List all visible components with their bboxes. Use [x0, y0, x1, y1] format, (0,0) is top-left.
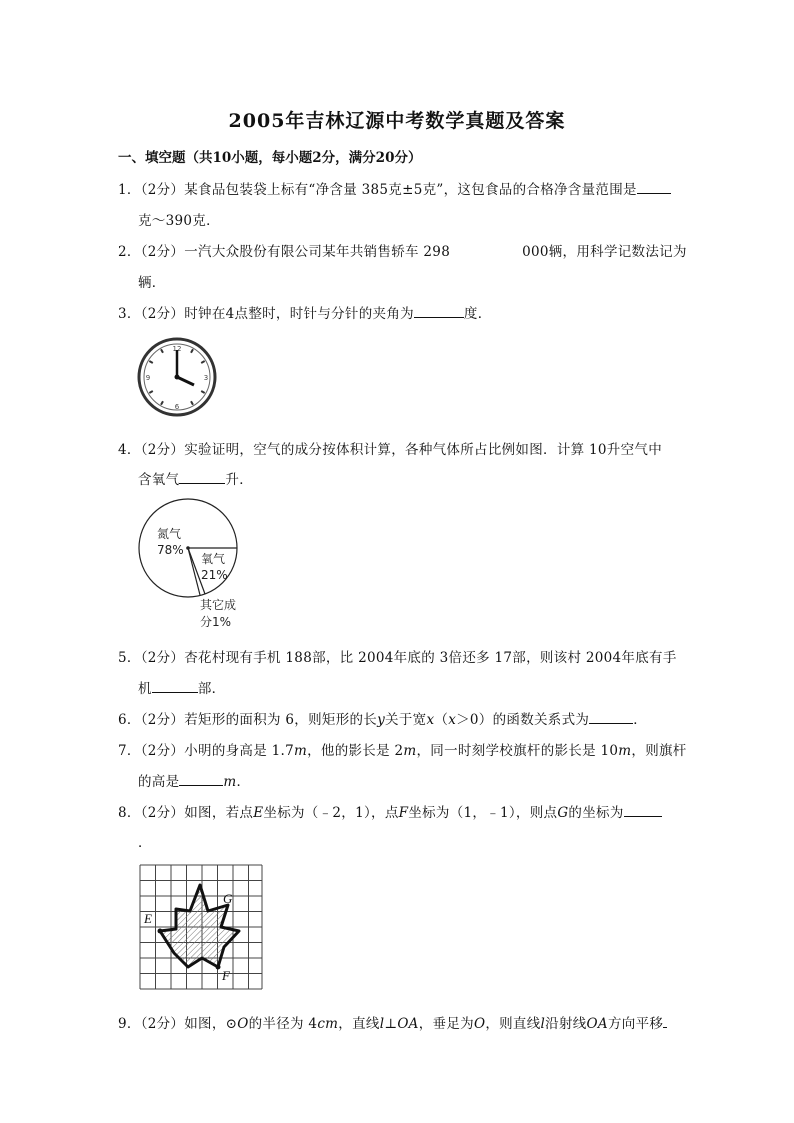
- question-7-text-2: ，他的影长是 2: [307, 743, 404, 759]
- pie-center: [186, 546, 190, 550]
- question-9-text-8: 方向平移: [607, 1016, 664, 1032]
- question-7-text-4: ，则旗杆: [631, 743, 687, 759]
- unit-m: m: [294, 743, 308, 759]
- clock-numeral-3: 3: [203, 374, 209, 382]
- label-e: E: [144, 911, 152, 926]
- question-5-text: 机: [138, 681, 152, 697]
- ray-oa: OA: [397, 1016, 419, 1032]
- question-5-text-end: 部．: [197, 681, 226, 697]
- question-9-text-5: ，垂足为: [418, 1016, 474, 1032]
- question-9-text-3: ，直线: [338, 1016, 380, 1032]
- variable-y: y: [377, 712, 386, 728]
- answer-blank: [414, 303, 464, 318]
- pie-label-oxygen: 氧气: [201, 552, 226, 566]
- line-l: l: [379, 1016, 385, 1032]
- variable-x: x: [448, 712, 457, 728]
- question-4-line-1: 4．（2分）实验证明，空气的成分按体积计算，各种气体所占比例如图．计算 10升空气中: [118, 442, 662, 458]
- question-9-line-1: [118, 1012, 667, 1032]
- point-e-marker: [158, 929, 163, 934]
- unit-m: m: [223, 774, 237, 790]
- point-o: O: [473, 1016, 486, 1032]
- question-2-line-2: 辆．: [138, 275, 166, 291]
- air-composition-pie: [138, 498, 268, 633]
- question-8-text-3: 坐标为（1，﹣1），则点: [408, 805, 558, 821]
- question-4-text: 含氧气: [138, 472, 180, 488]
- label-g: G: [223, 891, 233, 906]
- question-2-line-1: [118, 240, 687, 260]
- pie-value-nitrogen: 78%: [157, 543, 184, 557]
- pie-value-oxygen: 21%: [201, 568, 228, 582]
- question-6-text-end: ．: [633, 712, 648, 728]
- label-f: F: [222, 968, 230, 983]
- question-7-text-5: 的高是: [138, 774, 180, 790]
- point-o: O: [237, 1016, 249, 1032]
- answer-blank: [152, 678, 198, 693]
- question-7-text-3: ，同一时刻学校旗杆的影长是 10: [416, 743, 619, 759]
- answer-blank: [179, 771, 223, 786]
- point-e: E: [253, 805, 264, 821]
- point-f-marker: [216, 965, 221, 970]
- question-9-text-4: ⊥: [384, 1016, 398, 1032]
- question-9-text: 9．（2分）如图，⊙: [118, 1016, 238, 1032]
- question-8-line-2: ．: [138, 835, 152, 851]
- clock-center: [175, 375, 180, 380]
- question-3-text: 3．（2分）时钟在4点整时，时针与分针的夹角为: [118, 306, 414, 322]
- question-4-text-end: 升．: [225, 472, 254, 488]
- question-7-text-end: ．: [236, 774, 251, 790]
- answer-blank: [589, 709, 633, 724]
- unit-cm: cm: [317, 1016, 339, 1032]
- question-6-text-2: 关于宽: [385, 712, 427, 728]
- clock-figure: [138, 332, 220, 422]
- question-8-text-4: 的坐标为: [568, 805, 624, 821]
- question-9-text-6: ，则直线: [485, 1016, 541, 1032]
- point-f: F: [398, 805, 409, 821]
- question-6-line: [118, 708, 647, 728]
- pie-value-other: 分1%: [200, 615, 232, 629]
- leaf-grid-figure: [138, 863, 264, 991]
- question-6-text-3: （: [434, 712, 449, 728]
- question-8-text: 8．（2分）如图，若点: [118, 805, 254, 821]
- question-5-line-2: [138, 677, 225, 697]
- question-8-line-1: [118, 801, 662, 821]
- clock-hour-hand: [177, 377, 194, 385]
- unit-m: m: [618, 743, 632, 759]
- question-9-text-2: 的半径为 4: [248, 1016, 318, 1032]
- question-5-line-1: 5．（2分）杏花村现有手机 188部，比 2004年底的 3倍还多 17部，则该村 2004年底有手: [118, 650, 677, 666]
- question-1-line-2: 克～390克．: [138, 213, 220, 229]
- question-2-text-2: 000辆，用科学记数法记为: [522, 244, 687, 260]
- answer-blank: [179, 469, 225, 484]
- clock-numeral-9: 9: [145, 374, 151, 382]
- section-heading: 一、填空题（共10小题，每小题2分，满分20分）: [118, 150, 422, 166]
- question-1-line-1: [118, 178, 671, 198]
- clock-numeral-6: 6: [174, 403, 180, 411]
- answer-blank: [624, 802, 662, 817]
- question-7-text: 7．（2分）小明的身高是 1.7: [118, 743, 294, 759]
- answer-blank: [637, 179, 671, 194]
- question-1-text: 1．（2分）某食品包装袋上标有“净含量 385克±5克”，这包食品的合格净含量范围是: [118, 182, 637, 198]
- pie-label-other: 其它成: [200, 598, 237, 612]
- point-g: G: [557, 805, 569, 821]
- ray-oa: OA: [586, 1016, 608, 1032]
- question-3-text-end: 度．: [463, 306, 492, 322]
- clock-numeral-12: 12: [172, 345, 182, 353]
- question-9-text-7: 沿射线: [545, 1016, 587, 1032]
- question-6-text-4: ＞0）的函数关系式为: [456, 712, 590, 728]
- line-l: l: [540, 1016, 546, 1032]
- variable-x: x: [426, 712, 435, 728]
- question-3-line-1: [118, 302, 492, 322]
- page-title: 2005年吉林辽源中考数学真题及答案: [228, 110, 566, 132]
- question-6-text: 6．（2分）若矩形的面积为 6，则矩形的长: [118, 712, 378, 728]
- answer-blank: [663, 1013, 667, 1028]
- question-2-text: 2．（2分）一汽大众股份有限公司某年共销售轿车 298: [118, 244, 451, 260]
- question-4-line-2: [138, 468, 253, 488]
- question-7-line-2: [138, 770, 250, 790]
- pie-label-nitrogen: 氮气: [157, 527, 182, 541]
- question-7-line-1: [118, 739, 687, 759]
- unit-m: m: [403, 743, 417, 759]
- question-8-text-2: 坐标为（﹣2，1），点: [263, 805, 399, 821]
